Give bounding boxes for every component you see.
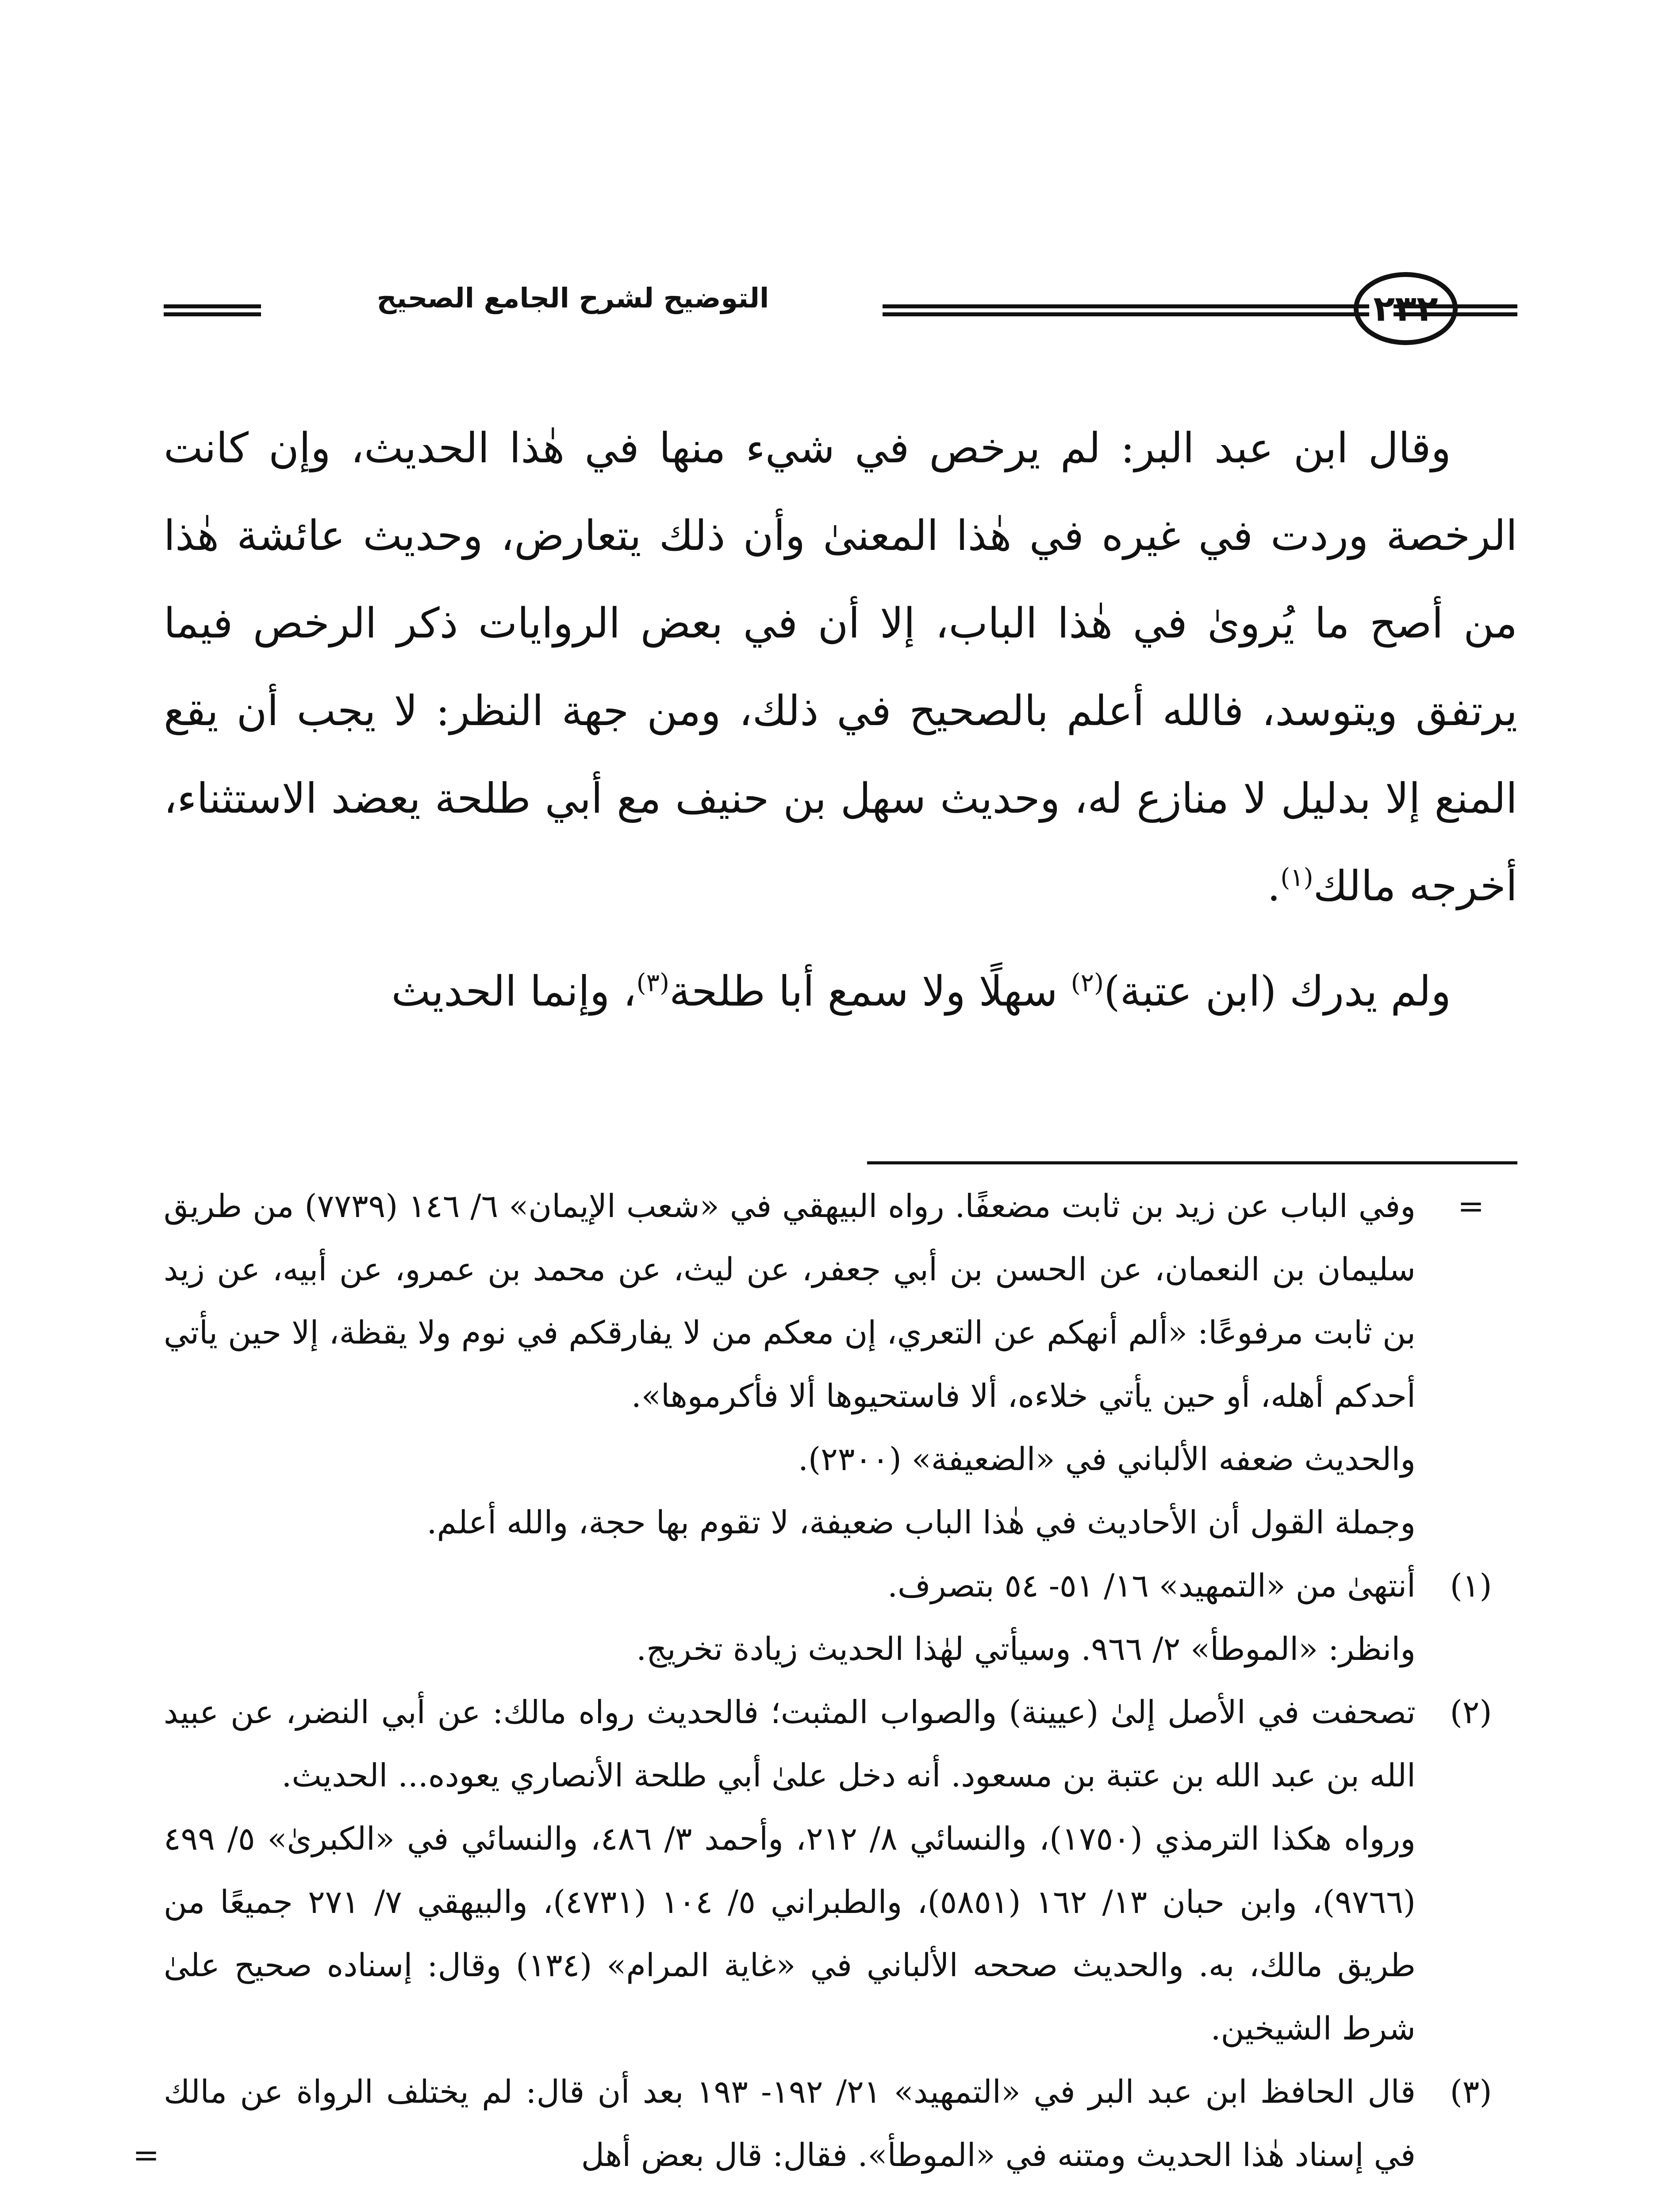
body-text: ولم يدرك (ابن عتبة) <box>1103 968 1451 1016</box>
continues-marker: = <box>133 2136 160 2174</box>
header-rule-middle <box>883 304 1369 316</box>
footnote-paragraph: وجملة القول أن الأحاديث في هٰذا الباب ضعيفة، لا تقوم بها حجة، والله أعلم. <box>426 1504 1416 1541</box>
footnotes <box>133 1175 1517 2187</box>
running-header <box>164 268 1517 356</box>
footnote-paragraph: وفي الباب عن زيد بن ثابت مضعفًا. رواه البيهقي في «شعب الإيمان» ٦/ ١٤٦ (٧٧٣٩) من طريق سليمان بن النعمان، عن الحسن بن أبي جعفر، عن ليث، عن محمد بن عمرو، عن أبيه، عن زيد بن ثابت مرفوعًا: «ألم أنهكم عن التعري، إن معكم من لا يفارقكم في نوم ولا يقظة، إلا حين يأتي أحدكم أهله، أو حين يأتي خلاءه، ألا فاستحيوها ألا فأكرموها». <box>164 1187 1416 1414</box>
body-text: ، وإنما الحديث <box>391 968 637 1016</box>
footnote-paragraph: والحديث ضعفه الألباني في «الضعيفة» (٢٣٠٠). <box>798 1440 1416 1478</box>
footnote-1 <box>164 1554 1517 1681</box>
footnote-3 <box>133 2060 1517 2187</box>
footnote-number: (٢) <box>1450 1694 1492 1731</box>
footnote-continuation <box>164 1175 1517 1554</box>
footnote-number: (٣) <box>1450 2073 1492 2110</box>
body-paragraph <box>164 405 1517 930</box>
footnote-2 <box>164 1681 1517 2060</box>
page-number-badge <box>1354 272 1458 345</box>
main-text <box>164 405 1517 1036</box>
body-text: . <box>1267 862 1281 910</box>
footnote-number: (١) <box>1450 1567 1492 1604</box>
continuation-marker: = <box>1457 1187 1485 1225</box>
footnote-paragraph: وانظر: «الموطأ» ٢/ ٩٦٦. وسيأتي لهٰذا الحديث زيادة تخريج. <box>636 1630 1416 1667</box>
header-rule-left <box>164 304 261 316</box>
footnote-paragraph: ورواه هكذا الترمذي (١٧٥٠)، والنسائي ٨/ ٢١٢، وأحمد ٣/ ٤٨٦، والنسائي في «الكبرىٰ» ٥/ ٤٩٩ (٩٧٦٦)، وابن حبان ١٣/ ١٦٢ (٥٨٥١)، والطبراني ٥/ ١٠٤ (٤٧٣١)، والبيهقي ٧/ ٢٧١ جميعًا من طريق مالك، به. والحديث صححه الألباني في «غاية المرام» (١٣٤) وقال: إسناده صحيح علىٰ شرط الشيخين. <box>164 1820 1416 2047</box>
body-paragraph <box>164 948 1517 1036</box>
footnote-reference: (٢) <box>1071 968 1104 998</box>
footnote-reference: (١) <box>1280 863 1313 892</box>
footnote-separator <box>867 1161 1517 1164</box>
body-text: وقال ابن عبد البر: لم يرخص في شيء منها في هٰذا الحديث، وإن كانت الرخصة وردت في غيره في هٰذا المعنىٰ وأن ذلك يتعارض، وحديث عائشة هٰذا من أصح ما يُروىٰ في هٰذا الباب، إلا أن في بعض الروايات ذكر الرخص فيما يرتفق ويتوسد، فالله أعلم بالصحيح في ذلك، ومن جهة النظر: لا يجب أن يقع المنع إلا بدليل لا منازع له، وحديث سهل بن حنيف مع أبي طلحة يعضد الاستثناء، أخرجه مالك <box>164 424 1517 910</box>
footnote-paragraph: تصحفت في الأصل إلىٰ (عيينة) والصواب المثبت؛ فالحديث رواه مالك: عن أبي النضر، عن عبيد الله بن عبد الله بن عتبة بن مسعود. أنه دخل علىٰ أبي طلحة الأنصاري يعوده... الحديث. <box>164 1694 1416 1794</box>
page-number: ٢٣٢ <box>1373 288 1438 329</box>
footnote-paragraph: أنتهىٰ من «التمهيد» ١٦/ ٥١- ٥٤ بتصرف. <box>887 1567 1416 1604</box>
body-text: سهلًا ولا سمع أبا طلحة <box>669 968 1071 1016</box>
footnote-reference: (٣) <box>636 968 669 998</box>
footnote-paragraph: قال الحافظ ابن عبد البر في «التمهيد» ٢١/ ١٩٢- ١٩٣ بعد أن قال: لم يختلف الرواة عن مالك في إسناد هٰذا الحديث ومتنه في «الموطأ». فقال: قال بعض أهل <box>164 2073 1416 2174</box>
book-title: التوضيح لشرح الجامع الصحيح <box>376 282 769 314</box>
